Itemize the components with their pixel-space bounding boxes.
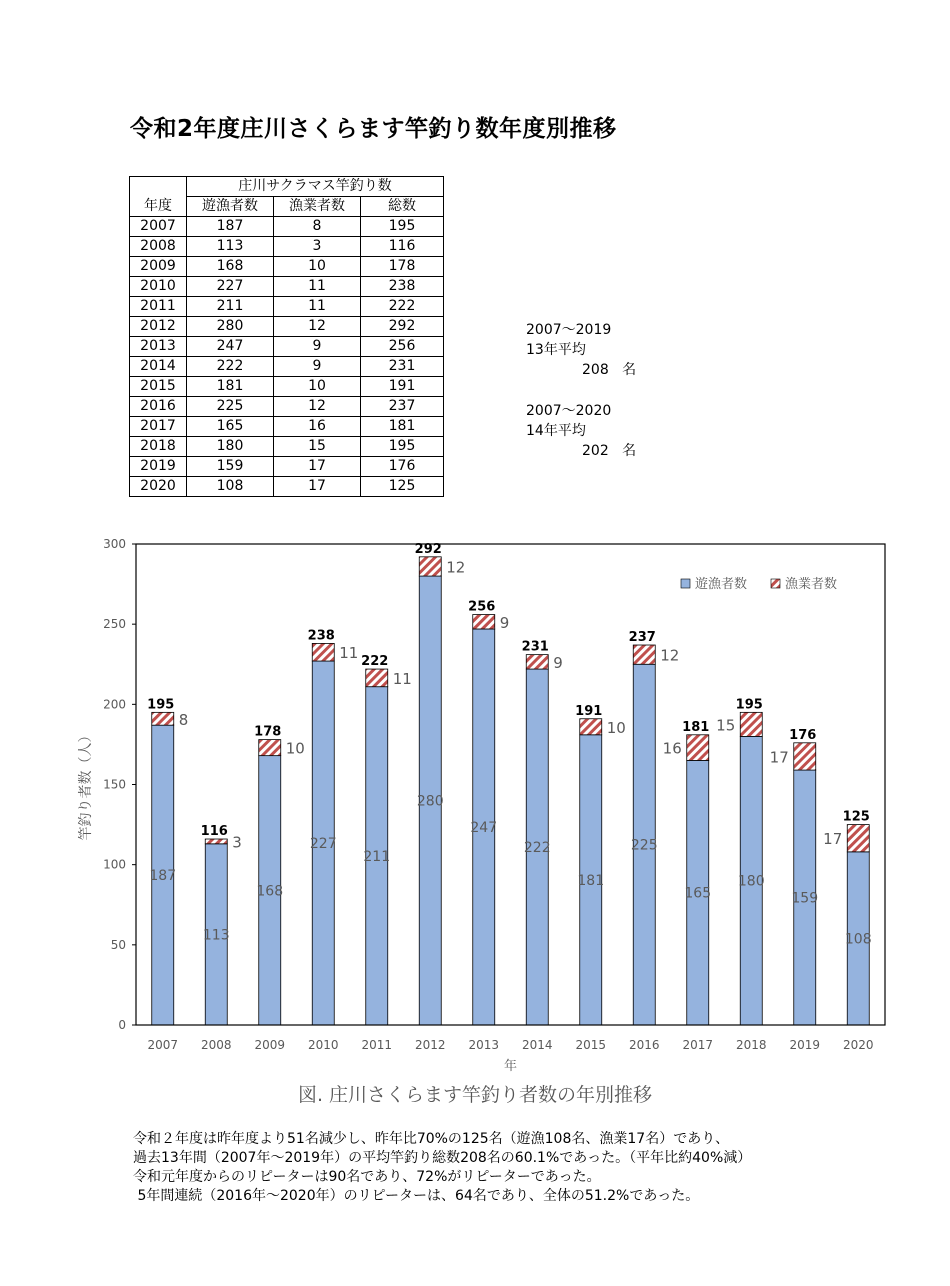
table-row [130,217,444,237]
legend-label-commercial: 漁業者数 [785,577,838,592]
data-label-recreational: 108 [844,931,872,948]
figure-caption: 図. 庄川さくらます竿釣り者数の年別推移 [297,1084,653,1106]
data-label-recreational: 180 [737,873,765,890]
cell-year: 2008 [130,237,187,257]
stacked-bar-chart [70,530,900,1080]
cell-year: 2019 [130,457,187,477]
bar-commercial [794,743,816,770]
cell-recreational: 222 [187,357,274,377]
x-tick-label: 2009 [254,1038,286,1052]
table-row [130,337,444,357]
average-value-line [526,360,636,380]
data-label-commercial: 10 [606,718,626,737]
x-tick-label: 2020 [842,1038,874,1052]
bar-commercial [847,825,869,852]
bar-commercial [152,712,174,725]
cell-year: 2011 [130,297,187,317]
data-label-total: 176 [789,727,817,743]
x-tick-label: 2017 [682,1038,714,1052]
cell-recreational: 165 [187,417,274,437]
cell-year: 2015 [130,377,187,397]
average-range: 2007～2020 [526,403,612,419]
cell-total: 231 [361,357,444,377]
cell-recreational: 113 [187,237,274,257]
x-tick-label: 2011 [361,1038,393,1052]
header-recreational: 遊漁者数 [187,197,274,217]
table-row [130,257,444,277]
cell-total: 125 [361,477,444,497]
data-label-recreational: 227 [309,836,337,853]
data-label-total: 195 [735,697,763,713]
x-tick-label: 2015 [575,1038,607,1052]
note-line: 令和元年度からのリピーターは90名であり、72%がリピーターであった。 [133,1169,601,1185]
cell-total: 116 [361,237,444,257]
cell-commercial: 10 [274,377,361,397]
y-tick-label: 300 [103,537,126,551]
header-commercial: 漁業者数 [274,197,361,217]
y-tick-label: 150 [103,777,126,792]
data-label-total: 231 [521,639,549,655]
x-tick-label: 2007 [147,1038,179,1052]
cell-year: 2017 [130,417,187,437]
cell-year: 2010 [130,277,187,297]
data-label-recreational: 165 [684,885,712,902]
cell-commercial: 11 [274,297,361,317]
table-row [130,437,444,457]
header-total: 総数 [361,197,444,217]
cell-year: 2014 [130,357,187,377]
data-label-total: 237 [628,630,656,646]
data-label-total: 125 [842,809,870,825]
cell-commercial: 17 [274,457,361,477]
cell-commercial: 12 [274,317,361,337]
average-label: 14年平均 [526,423,586,439]
cell-recreational: 227 [187,277,274,297]
data-label-commercial: 8 [178,710,189,729]
y-tick-label: 200 [103,697,126,712]
table-row [130,357,444,377]
cell-commercial: 9 [274,357,361,377]
cell-recreational: 108 [187,477,274,497]
note-line: 5年間連続（2016年～2020年）のリピーターは、64名であり、全体の51.2%であった。 [133,1188,700,1204]
bar-commercial [580,719,602,735]
average-value: 202 [582,443,609,459]
average-label: 13年平均 [526,342,586,358]
cell-recreational: 211 [187,297,274,317]
data-label-total: 222 [361,654,389,670]
cell-year: 2020 [130,477,187,497]
plot-frame [136,541,885,1025]
bar-commercial [526,655,548,669]
cell-total: 181 [361,417,444,437]
legend-label-recreational: 遊漁者数 [695,577,748,592]
data-label-recreational: 113 [202,927,230,944]
data-label-recreational: 187 [149,868,177,885]
bar-commercial [366,669,388,687]
average-unit: 名 [622,443,637,459]
cell-commercial: 10 [274,257,361,277]
table-row [130,477,444,497]
data-label-commercial: 3 [232,833,242,852]
x-tick-label: 2012 [414,1038,446,1052]
x-tick-label: 2010 [307,1038,339,1052]
data-label-total: 195 [147,697,175,713]
data-table [129,176,444,497]
cell-commercial: 8 [274,217,361,237]
y-tick-label: 0 [118,1018,126,1032]
data-label-recreational: 280 [416,793,444,810]
average-13-years [526,320,636,380]
cell-commercial: 12 [274,397,361,417]
cell-recreational: 168 [187,257,274,277]
data-label-commercial: 12 [446,558,466,577]
table-row [130,417,444,437]
cell-year: 2012 [130,317,187,337]
cell-commercial: 3 [274,237,361,257]
cell-total: 237 [361,397,444,417]
bar-commercial [740,712,762,736]
data-label-recreational: 247 [470,819,498,836]
cell-recreational: 181 [187,377,274,397]
cell-year: 2007 [130,217,187,237]
cell-total: 191 [361,377,444,397]
data-label-commercial: 12 [660,646,680,665]
y-axis-title: 竿釣り者数（人） [78,728,94,841]
cell-year: 2016 [130,397,187,417]
x-axis-title: 年 [503,1059,518,1074]
data-label-recreational: 211 [363,848,391,865]
average-14-years [526,401,636,461]
data-label-commercial: 11 [339,644,359,663]
bar-commercial [633,645,655,664]
cell-year: 2018 [130,437,187,457]
notes [133,1130,751,1206]
cell-recreational: 180 [187,437,274,457]
cell-total: 195 [361,437,444,457]
cell-commercial: 17 [274,477,361,497]
data-label-commercial: 10 [285,739,305,758]
average-value: 208 [582,362,609,378]
data-label-commercial: 9 [553,653,563,672]
table-row [130,457,444,477]
page-title: 令和2年度庄川さくらます竿釣り数年度別推移 [130,116,617,142]
table-header-row [130,197,444,217]
x-tick-label: 2008 [200,1038,232,1052]
table-row [130,397,444,417]
table-body [130,217,444,497]
cell-commercial: 16 [274,417,361,437]
cell-recreational: 247 [187,337,274,357]
bar-commercial [259,740,281,756]
data-label-recreational: 222 [523,840,551,857]
cell-total: 222 [361,297,444,317]
y-tick-label: 250 [103,617,126,632]
average-value-line [526,441,636,461]
x-tick-label: 2019 [789,1038,821,1052]
cell-recreational: 159 [187,457,274,477]
cell-total: 292 [361,317,444,337]
cell-commercial: 11 [274,277,361,297]
cell-total: 238 [361,277,444,297]
legend-swatch-recreational [681,579,690,588]
data-label-total: 256 [468,599,496,615]
cell-total: 256 [361,337,444,357]
header-year: 年度 [130,197,187,217]
cell-year: 2009 [130,257,187,277]
y-tick-label: 50 [110,937,126,952]
data-label-recreational: 168 [256,883,284,900]
note-line: 令和２年度は昨年度より51名減少し、昨年比70%の125名（遊漁108名、漁業17名）であり、 [133,1131,730,1147]
data-label-commercial: 11 [392,669,412,688]
cell-total: 178 [361,257,444,277]
average-range: 2007～2019 [526,322,612,338]
table-row [130,377,444,397]
bar-commercial [419,557,441,576]
data-label-commercial: 17 [823,830,843,849]
note-line: 過去13年間（2007年～2019年）の平均竿釣り総数208名の60.1%であった。（平年比約40%減） [133,1150,752,1166]
x-tick-label: 2016 [628,1038,660,1052]
data-label-commercial: 9 [499,613,510,632]
data-label-total: 116 [200,824,228,840]
bar-commercial [205,839,227,844]
x-tick-label: 2014 [521,1038,553,1052]
cell-commercial: 9 [274,337,361,357]
table-row [130,317,444,337]
bar-commercial [312,643,334,661]
chart-svg [70,530,900,1080]
data-label-commercial: 17 [769,748,789,767]
cell-commercial: 15 [274,437,361,457]
data-label-recreational: 225 [630,837,658,854]
data-label-recreational: 181 [577,872,605,889]
cell-recreational: 225 [187,397,274,417]
data-label-total: 238 [307,628,335,644]
data-label-total: 178 [254,724,282,740]
x-tick-label: 2018 [735,1038,767,1052]
x-tick-label: 2013 [468,1038,500,1052]
table-row [130,297,444,317]
cell-total: 195 [361,217,444,237]
bar-commercial [687,735,709,761]
data-label-commercial: 16 [662,739,682,758]
cell-recreational: 280 [187,317,274,337]
average-unit: 名 [622,362,637,378]
data-label-total: 191 [575,703,603,719]
cell-total: 176 [361,457,444,477]
table-group-header: 庄川サクラマス竿釣り数 [187,177,444,197]
legend-swatch-commercial [771,579,780,588]
cell-recreational: 187 [187,217,274,237]
bar-commercial [473,615,495,629]
y-tick-label: 100 [103,857,126,872]
table-row [130,277,444,297]
table-row [130,237,444,257]
data-label-commercial: 15 [716,716,736,735]
table-corner-cell [130,177,187,197]
data-label-total: 292 [414,541,442,557]
data-label-recreational: 159 [791,890,819,907]
cell-year: 2013 [130,337,187,357]
data-label-total: 181 [682,719,710,735]
